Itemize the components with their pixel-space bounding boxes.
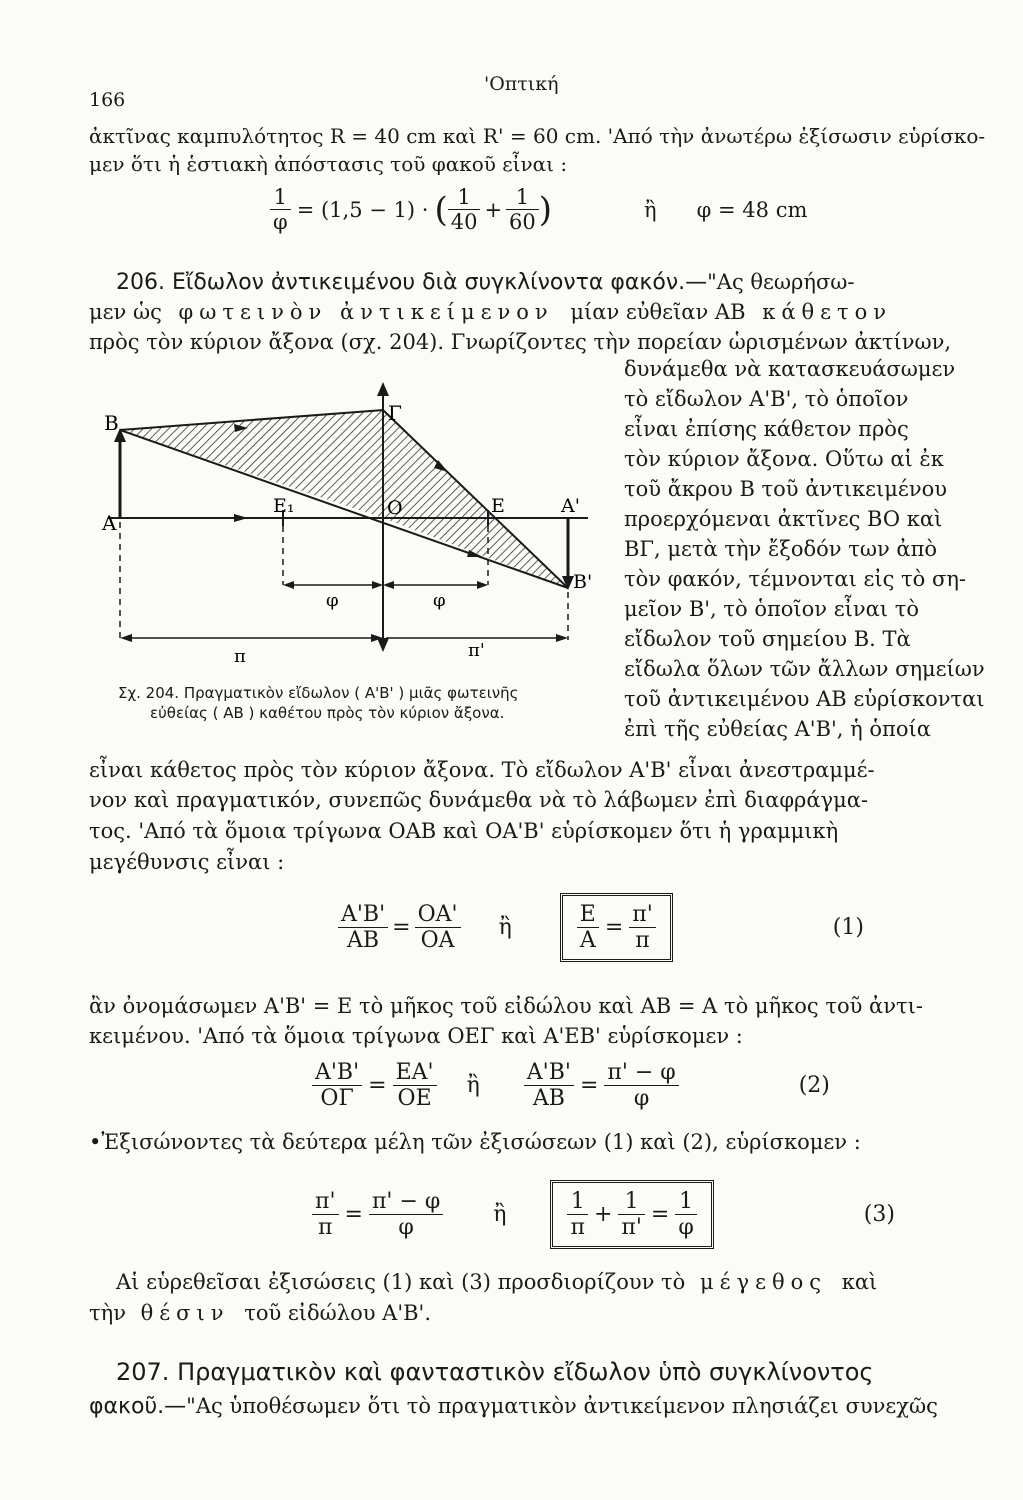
section-206-line-3: πρὸς τὸν κύριον ἄξονα (σχ. 204). Γνωρίζοντες τὴν πορείαν ὡρισμένων ἀκτίνων, — [89, 330, 952, 354]
body-line: μεγέθυνσις εἶναι : — [89, 850, 285, 874]
label-O: O — [387, 497, 403, 519]
right-line: τοῦ ἄκρου B τοῦ ἀντικειμένου — [624, 477, 947, 501]
body-line: Αἱ εὑρεθεῖσαι ἐξισώσεις (1) καὶ (3) προσδιορίζουν τὸ μέγεθος καὶ — [116, 1270, 878, 1294]
axis-arrow — [234, 514, 248, 522]
label-phi-left: φ — [326, 590, 339, 611]
figure-caption-line-2: εὐθείας ( AB ) καθέτου πρὸς τὸν κύριον ἄξονα. — [150, 704, 505, 722]
right-line: τοῦ ἀντικειμένου AB εὑρίσκονται — [624, 687, 985, 711]
right-line: μεῖον B', τὸ ὁποῖον εἶναι τὸ — [624, 597, 919, 621]
equation-3-tag: (3) — [863, 1202, 895, 1227]
right-line: εἴδωλον τοῦ σημείου B. Τὰ — [624, 627, 911, 651]
body-line: ἂν ὀνομάσωμεν A'B' = E τὸ μῆκος τοῦ εἰδώλου καὶ AB = A τὸ μῆκος τοῦ ἀντι- — [89, 994, 923, 1018]
body-line: νον καὶ πραγματικόν, συνεπῶς δυνάμεθα νὰ τὸ λάβωμεν ἐπὶ διαφράγμα- — [89, 788, 869, 812]
label-B-prime: B' — [573, 571, 593, 593]
section-206-title: 206. Εἴδωλον ἀντικειμένου διὰ συγκλίνοντα φακόν.— — [116, 270, 708, 295]
dim-arrow — [383, 581, 394, 589]
dim-arrow — [556, 634, 568, 642]
label-pi-prime: π' — [468, 640, 485, 661]
right-line: εἴδωλα ὅλων τῶν ἄλλων σημείων — [624, 657, 985, 681]
dim-arrow — [477, 581, 488, 589]
equation-2: $\frac{A'B'}{O\Gamma}$ = $\frac{EA'}{OE}$ ἢ $\frac{A'B'}{AB}$ = $\frac{\pi' - \varphi}{\varphi}$ (2) — [312, 1060, 830, 1111]
body-line: τὴν θέσιν τοῦ εἰδώλου A'B'. — [89, 1301, 431, 1325]
label-phi-right: φ — [433, 590, 446, 611]
section-207-line-2: φακοῦ.—"Ας ὑποθέσωμεν ὅτι τὸ πραγματικὸν ἀντικείμενον πλησιάζει συνεχῶς — [89, 1394, 938, 1419]
right-line: τὸν κύριον ἄξονα. Οὕτω αἱ ἐκ — [624, 447, 944, 471]
label-A: A — [102, 511, 117, 535]
right-line: τὸ εἴδωλον A'B', τὸ ὁποῖον — [624, 387, 909, 411]
equation-3: $\frac{\pi'}{\pi}$ = $\frac{\pi' - \varphi}{\varphi}$ ἢ $\frac{1}{\pi}$ + $\frac{1}{\pi'}$ = $\frac{1}{\varphi}$ (3) — [312, 1180, 895, 1249]
page-number: 166 — [89, 89, 126, 111]
section-207-title: 207. Πραγματικὸν καὶ φανταστικὸν εἴδωλον ὑπὸ συγκλίνοντος — [116, 1358, 874, 1386]
equation-2-tag: (2) — [798, 1073, 830, 1098]
label-A-prime: A' — [561, 495, 580, 517]
intro-line-1: ἀκτῖνας καμπυλότητος R = 40 cm καὶ R' = 60 cm. 'Από τὴν ἀνωτέρω ἐξίσωσιν εὑρίσκο- — [89, 124, 986, 148]
body-line: εἶναι κάθετος πρὸς τὸν κύριον ἄξονα. Τὸ εἴδωλον A'B' εἶναι ἀνεστραμμέ- — [89, 758, 875, 782]
intro-line-2: μεν ὅτι ἡ ἑστιακὴ ἀπόστασις τοῦ φακοῦ εἶναι : — [89, 152, 568, 176]
dim-arrow — [372, 581, 383, 589]
section-206-line-2: μεν ὡς φωτεινὸν ἀντικείμενον μίαν εὐθεῖαν AB κάθετον — [89, 300, 893, 324]
label-Gamma: Γ — [388, 401, 402, 425]
lens-arrow-bottom — [377, 638, 389, 652]
lens-arrow-top — [377, 382, 389, 396]
boxed-equation-3: $\frac{1}{\pi}$ + $\frac{1}{\pi'}$ = $\frac{1}{\varphi}$ — [550, 1180, 713, 1249]
boxed-equation-1: $\frac{E}{A}$ = $\frac{\pi'}{\pi}$ — [560, 893, 673, 962]
figure-caption-line-1: Σχ. 204. Πραγματικὸν εἴδωλον ( A'B' ) μιᾶς φωτεινῆς — [118, 684, 519, 702]
equation-1-tag: (1) — [832, 915, 864, 940]
figure-204-diagram — [98, 380, 598, 670]
label-B: B — [104, 411, 119, 435]
running-title: 'Οπτική — [484, 73, 559, 95]
right-line: τὸν φακόν, τέμνονται εἰς τὸ ση- — [624, 567, 966, 591]
label-E1: E₁ — [273, 495, 295, 517]
label-E: E — [491, 495, 505, 517]
body-line: •Ἐξισώνοντες τὰ δεύτερα μέλη τῶν ἐξισώσεων (1) καὶ (2), εὑρίσκομεν : — [89, 1130, 861, 1154]
equation-focal-length: $\frac{1}{\varphi}$ = (1,5 − 1) · ( $\frac{1}{40}$ + $\frac{1}{60}$ ) ἢ φ = 48 cm — [270, 185, 807, 234]
right-line: εἶναι ἐπίσης κάθετον πρὸς — [624, 417, 909, 441]
right-line: ἐπὶ τῆς εὐθείας A'B', ἡ ὁποία — [624, 717, 931, 741]
body-line: τος. 'Από τὰ ὅμοια τρίγωνα OAB καὶ OA'B' εὑρίσκομεν ὅτι ἡ γραμμικὴ — [89, 819, 839, 843]
section-206-heading-line: 206. Εἴδωλον ἀντικειμένου διὰ συγκλίνοντα φακόν.—"Ας θεωρήσω- — [116, 270, 855, 295]
dim-arrow — [283, 581, 294, 589]
right-line: προερχόμεναι ἀκτῖνες BO καὶ — [624, 507, 943, 531]
equation-1: $\frac{A'B'}{AB}$ = $\frac{OA'}{OA}$ ἢ $\frac{E}{A}$ = $\frac{\pi'}{\pi}$ (1) — [338, 893, 864, 962]
right-column-text — [624, 355, 985, 745]
right-line: δυνάμεθα νὰ κατασκευάσωμεν — [624, 357, 956, 381]
dim-arrow — [120, 634, 132, 642]
label-pi: π — [234, 646, 246, 667]
right-line: BΓ, μετὰ τὴν ἔξοδόν των ἀπὸ — [624, 537, 938, 561]
body-line: κειμένου. 'Από τὰ ὅμοια τρίγωνα OEΓ καὶ A'EB' εὑρίσκομεν : — [89, 1024, 743, 1048]
